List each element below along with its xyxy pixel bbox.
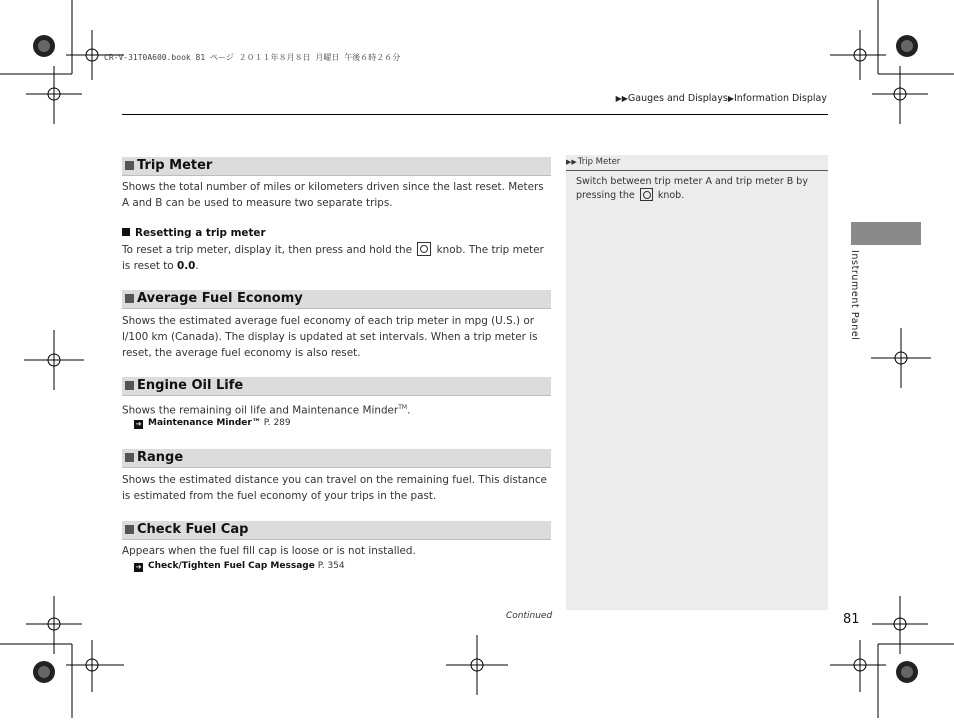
check-fuel-cap-message-link[interactable] — [134, 561, 345, 572]
reset-value: 0.0 — [176, 260, 196, 272]
continued-label: Continued — [506, 611, 553, 621]
chapter-tab-label: Instrument Panel — [849, 250, 860, 341]
crop-mark-top-right — [824, 0, 954, 134]
section-title: Range — [137, 450, 184, 465]
reset-instructions — [122, 242, 550, 274]
sidebar-text-part2: knob. — [657, 190, 685, 201]
ref-page: P. 354 — [317, 561, 345, 571]
crop-mark-bottom-right — [824, 588, 954, 722]
sidebar-text-part1: Switch between trip meter A and trip meter B by pressing the — [576, 176, 808, 201]
print-info: CR-V-31T0A600.book 81 ページ ２０１１年８月８日 月曜日 午後６時２６分 — [104, 53, 401, 62]
section-header-trip-meter — [122, 157, 551, 176]
maintenance-minder-link[interactable] — [134, 418, 291, 429]
chapter-tab[interactable] — [851, 222, 921, 245]
square-bullet-icon — [125, 381, 134, 390]
sidebar-note — [566, 155, 828, 610]
page-number: 81 — [843, 612, 860, 627]
engine-oil-text — [122, 400, 550, 418]
section-header-range — [122, 449, 551, 468]
sidebar-title: Trip Meter — [577, 157, 621, 167]
breadcrumb-item-gauges[interactable]: Gauges and Displays — [627, 93, 728, 104]
square-bullet-icon — [125, 294, 134, 303]
range-text: Shows the estimated distance you can travel on the remaining fuel. This distance is estimated from the fuel economy of your trips in the past. — [122, 474, 547, 502]
trademark: TM — [398, 404, 408, 411]
square-bullet-icon — [125, 525, 134, 534]
ref-label: Maintenance Minder™ — [148, 418, 261, 428]
reset-text-part2: knob. The trip meter is reset to — [122, 244, 544, 272]
square-bullet-icon — [125, 161, 134, 170]
double-arrow-icon: ▶▶ — [566, 158, 577, 166]
section-header-check-fuel-cap — [122, 521, 551, 540]
section-title: Check Fuel Cap — [137, 522, 249, 537]
cross-reference-arrow-icon: ➔ — [135, 420, 142, 428]
sidebar-header — [566, 155, 828, 171]
engine-oil-text-end: . — [407, 404, 411, 417]
engine-oil-text-main: Shows the remaining oil life and Maintenance Minder — [122, 404, 399, 417]
section-title: Trip Meter — [137, 158, 213, 173]
subheading-text: Resetting a trip meter — [135, 227, 266, 239]
reset-text-part1: To reset a trip meter, display it, then press and hold the — [122, 244, 413, 256]
header-rule — [122, 114, 828, 115]
registration-mark-left — [24, 330, 84, 394]
breadcrumb — [616, 93, 827, 104]
trip-meter-text: Shows the total number of miles or kilometers driven since the last reset. Meters A and B can be used to measure two separate trips. — [122, 181, 544, 209]
average-fuel-text: Shows the estimated average fuel economy of each trip meter in mpg (U.S.) or l/100 km (Canada). The display is updated at set intervals. When a trip meter is reset, the average fuel economy is also reset. — [122, 315, 538, 359]
sidebar-text — [576, 175, 811, 202]
ref-label: Check/Tighten Fuel Cap Message — [148, 561, 315, 571]
breadcrumb-item-information[interactable]: Information Display — [733, 93, 827, 104]
section-header-engine-oil-life — [122, 377, 551, 396]
cross-reference-arrow-icon: ➔ — [135, 563, 142, 571]
check-fuel-cap-text: Appears when the fuel fill cap is loose or is not installed. — [122, 545, 416, 557]
section-title: Average Fuel Economy — [137, 291, 303, 306]
registration-mark-bottom-center — [446, 635, 508, 699]
crop-mark-top-left — [0, 0, 130, 134]
square-bullet-icon — [125, 453, 134, 462]
registration-mark-right — [871, 328, 931, 392]
breadcrumb-separator-icon: ▶ — [727, 94, 734, 103]
breadcrumb-arrow-icon: ▶▶ — [615, 94, 628, 103]
section-header-average-fuel-economy — [122, 290, 551, 309]
reset-end: . — [195, 260, 199, 272]
ref-page: P. 289 — [263, 418, 291, 428]
section-title: Engine Oil Life — [137, 378, 244, 393]
select-reset-knob-icon — [417, 242, 431, 256]
resetting-subheading — [122, 227, 266, 239]
select-reset-knob-icon — [640, 188, 653, 201]
square-bullet-icon — [122, 228, 130, 236]
crop-mark-bottom-left — [0, 588, 130, 722]
